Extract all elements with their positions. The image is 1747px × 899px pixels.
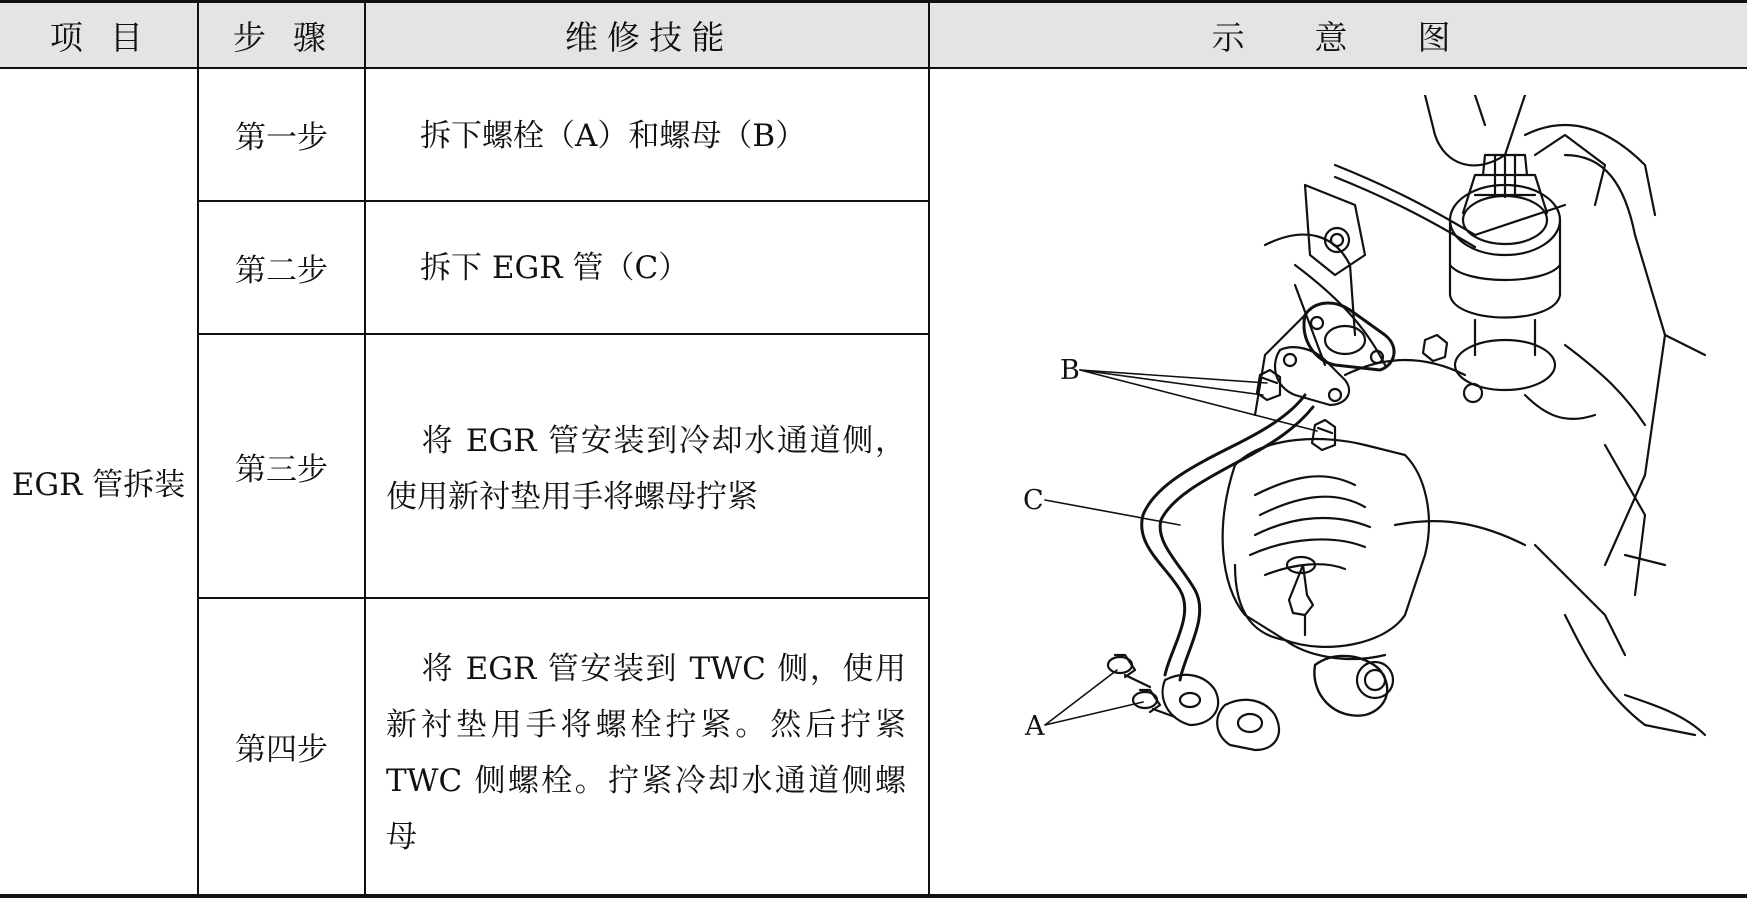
egr-pipe-diagram <box>1005 95 1725 840</box>
header-step: 步 骤 <box>232 17 335 57</box>
col-3-rule <box>928 2 930 896</box>
step-3-text <box>386 413 906 525</box>
step-4-text <box>386 641 906 865</box>
upper-flange <box>1275 303 1394 405</box>
step-3-name: 第三步 <box>235 451 328 488</box>
col-2-rule <box>364 2 366 896</box>
bottom-rule <box>0 894 1747 898</box>
label-c: C <box>1023 485 1044 516</box>
header-repair-skill: 维修技能 <box>564 17 734 57</box>
step-3-text-content: 将 EGR 管安装到冷却水通道侧，使用新衬垫用手将螺母拧紧 <box>386 423 906 515</box>
lower-flanges <box>1163 656 1388 750</box>
step-1-text <box>386 108 906 164</box>
egr-pipe <box>1142 395 1313 680</box>
project-name: EGR 管拆装 <box>11 467 186 503</box>
step-1-name: 第一步 <box>235 120 328 156</box>
step-2-text <box>386 240 906 296</box>
step-1-text-content: 拆下螺栓（A）和螺母（B） <box>420 118 807 154</box>
label-b: B <box>1060 355 1080 386</box>
label-a: A <box>1025 711 1045 742</box>
bracket <box>1305 185 1365 275</box>
step-4-text-content: 将 EGR 管安装到 TWC 侧，使用新衬垫用手将螺栓拧紧。然后拧紧 TWC 侧螺栓。拧紧冷却水通道侧螺母 <box>386 651 906 855</box>
egr-valve <box>1450 135 1605 390</box>
step-4-name: 第四步 <box>235 732 328 768</box>
step-2-name: 第二步 <box>235 253 328 289</box>
step-2-text-content: 拆下 EGR 管（C） <box>420 250 690 286</box>
header-item: 项 目 <box>49 17 152 57</box>
header-diagram: 示 意 图 <box>1211 17 1481 57</box>
